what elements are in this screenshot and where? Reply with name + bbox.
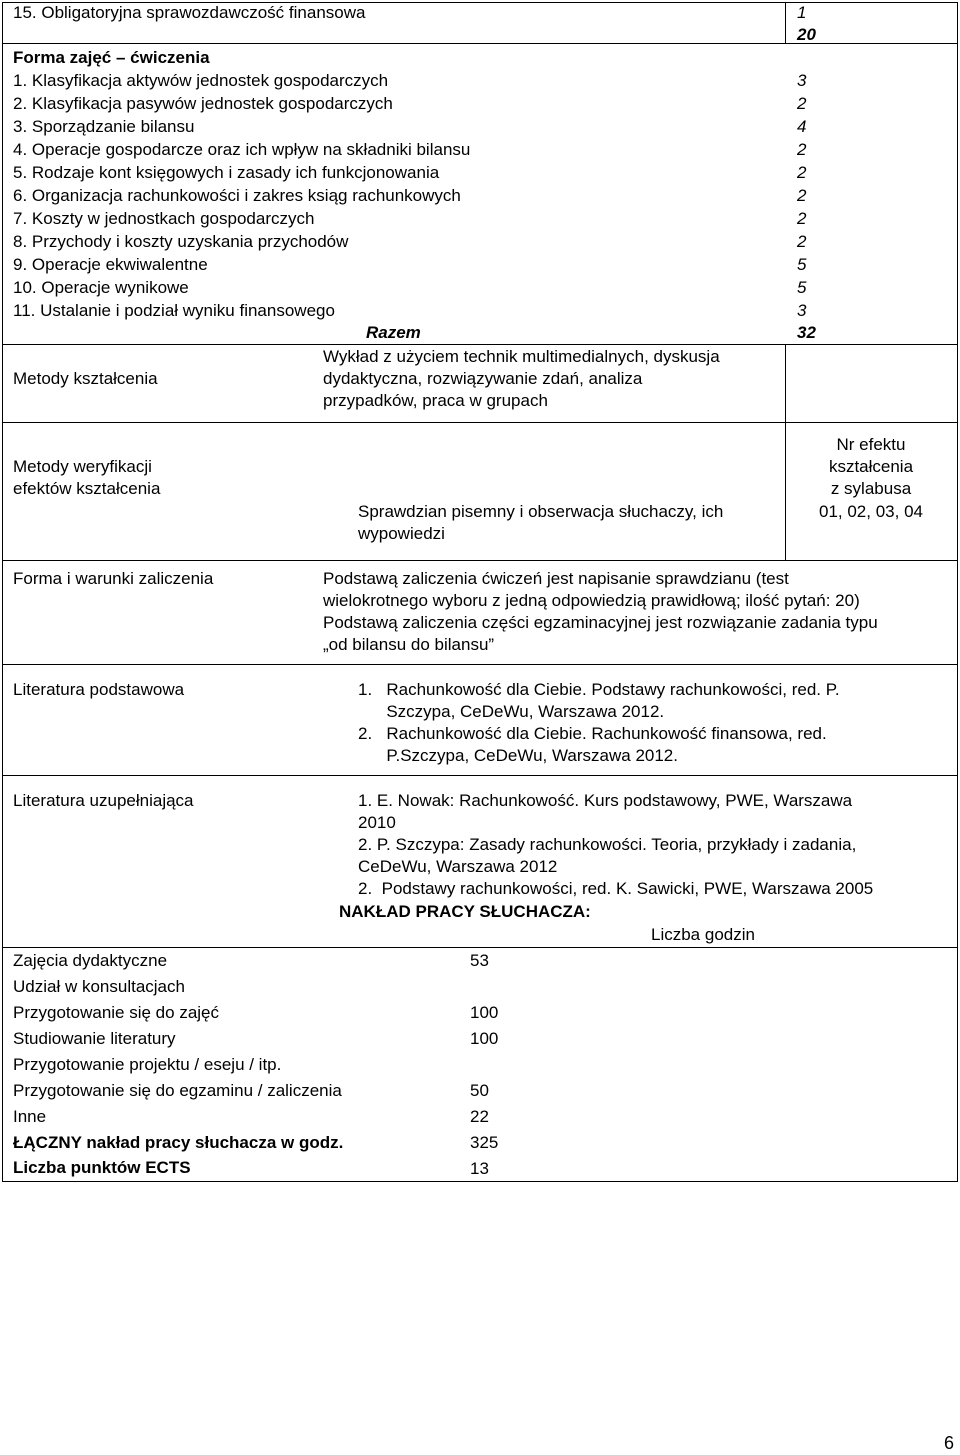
row-divider [2,422,958,423]
verification-label-line: efektów kształcenia [13,479,161,498]
conditions-text-line: Podstawą zaliczenia części egzaminacyjnej jest rozwiązanie zadania typu [323,613,878,632]
literature-extra-line: 2010 [358,813,396,832]
exercise-hours: 3 [797,71,807,90]
verification-label-line: Metody weryfikacji [13,457,152,476]
workload-total-label: ŁĄCZNY nakład pracy słuchacza w godz. [13,1133,344,1152]
exercises-total-label: Razem [366,323,421,342]
workload-title: NAKŁAD PRACY SŁUCHACZA: [339,902,591,921]
verification-text-line: wypowiedzi [358,524,445,543]
literature-basic-label: Literatura podstawowa [13,680,185,699]
row-divider [2,560,958,561]
exercise-hours: 5 [797,278,807,297]
methods-text-line: Wykład z użyciem technik multimedialnych, dyskusja [323,347,720,366]
effect-number-header-line: z sylabusa [830,479,912,498]
page-number: 6 [944,1433,955,1453]
literature-extra-line: 2. Podstawy rachunkowości, red. K. Sawicki, PWE, Warszawa 2005 [358,879,874,898]
exercise-hours: 2 [797,186,807,205]
exercise-topic: 1. Klasyfikacja aktywów jednostek gospodarczych [13,71,389,90]
row-divider [2,344,958,345]
hours-column-divider [785,2,786,43]
workload-row-label: Przygotowanie się do egzaminu / zaliczenia [13,1081,342,1100]
literature-extra-line: 1. E. Nowak: Rachunkowość. Kurs podstawowy, PWE, Warszawa [358,791,853,810]
workload-row-label: Studiowanie literatury [13,1029,176,1048]
workload-row-label: Zajęcia dydaktyczne [13,951,168,970]
table-border-bottom [2,1181,958,1182]
row-divider [2,947,958,948]
workload-row-value: 100 [470,1003,499,1022]
workload-row-value: 100 [470,1029,499,1048]
exercise-topic: 7. Koszty w jednostkach gospodarczych [13,209,315,228]
workload-total-value: 325 [470,1133,499,1152]
effect-codes: 01, 02, 03, 04 [819,502,923,521]
topic-hours: 1 [797,3,807,22]
workload-row-label: Przygotowanie się do zajęć [13,1003,220,1022]
exercise-hours: 5 [797,255,807,274]
effect-number-header-line: Nr efektu [836,435,906,454]
literature-basic-line: Szczypa, CeDeWu, Warszawa 2012. [358,702,665,721]
workload-hours-header: Liczba godzin [651,925,755,944]
verification-text-line: Sprawdzian pisemny i obserwacja słuchaczy, ich [358,502,724,521]
literature-extra-line: CeDeWu, Warszawa 2012 [358,857,558,876]
exercise-hours: 3 [797,301,807,320]
exercise-topic: 10. Operacje wynikowe [13,278,189,297]
methods-column-divider [785,344,786,422]
exercise-topic: 4. Operacje gospodarcze oraz ich wpływ na składniki bilansu [13,140,471,159]
exercise-topic: 9. Operacje ekwiwalentne [13,255,208,274]
workload-row-value: 50 [470,1081,489,1100]
conditions-text-line: „od bilansu do bilansu” [323,635,495,654]
literature-basic-line: P.Szczypa, CeDeWu, Warszawa 2012. [358,746,678,765]
exercise-hours: 2 [797,140,807,159]
exercise-topic: 5. Rodzaje kont księgowych i zasady ich funkcjonowania [13,163,440,182]
exercise-hours: 2 [797,232,807,251]
table-border-left [2,2,3,1182]
exercise-topic: 8. Przychody i koszty uzyskania przychodów [13,232,349,251]
workload-row-value: 53 [470,951,489,970]
exercise-hours: 2 [797,163,807,182]
exercises-total-value: 32 [797,323,816,342]
exercise-topic: 3. Sporządzanie bilansu [13,117,195,136]
row-divider [2,775,958,776]
workload-row-value: 22 [470,1107,489,1126]
methods-text-line: przypadków, praca w grupach [323,391,548,410]
conditions-text-line: Podstawą zaliczenia ćwiczeń jest napisanie sprawdzianu (test [323,569,789,588]
exercise-hours: 4 [797,117,807,136]
table-border-right [957,2,958,1182]
literature-extra-line: 2. P. Szczypa: Zasady rachunkowości. Teoria, przykłady i zadania, [358,835,857,854]
methods-text-line: dydaktyczna, rozwiązywanie zdań, analiza [323,369,643,388]
workload-row-label: Inne [13,1107,47,1126]
workload-row-label: Udział w konsultacjach [13,977,185,996]
methods-label: Metody kształcenia [13,369,158,388]
workload-row-label: Przygotowanie projektu / eseju / itp. [13,1055,282,1074]
conditions-label: Forma i warunki zaliczenia [13,569,214,588]
exercise-hours: 2 [797,94,807,113]
conditions-text-line: wielokrotnego wyboru z jedną odpowiedzią prawidłową; ilość pytań: 20) [323,591,860,610]
topic-label: 15. Obligatoryjna sprawozdawczość finansowa [13,3,366,22]
exercise-topic: 11. Ustalanie i podział wyniku finansowego [13,301,335,320]
lecture-total: 20 [797,25,816,44]
literature-basic-line: 1. Rachunkowość dla Ciebie. Podstawy rachunkowości, red. P. [358,680,840,699]
effect-number-header-line: kształcenia [828,457,914,476]
exercise-topic: 6. Organizacja rachunkowości i zakres ksiąg rachunkowych [13,186,461,205]
literature-extra-label: Literatura uzupełniająca [13,791,194,810]
ects-label: Liczba punktów ECTS [13,1158,191,1177]
literature-basic-line: 2. Rachunkowość dla Ciebie. Rachunkowość finansowa, red. [358,724,827,743]
ects-value: 13 [470,1159,489,1178]
row-divider [2,664,958,665]
exercise-topic: 2. Klasyfikacja pasywów jednostek gospodarczych [13,94,393,113]
exercise-hours: 2 [797,209,807,228]
exercises-heading: Forma zajęć – ćwiczenia [13,48,210,67]
